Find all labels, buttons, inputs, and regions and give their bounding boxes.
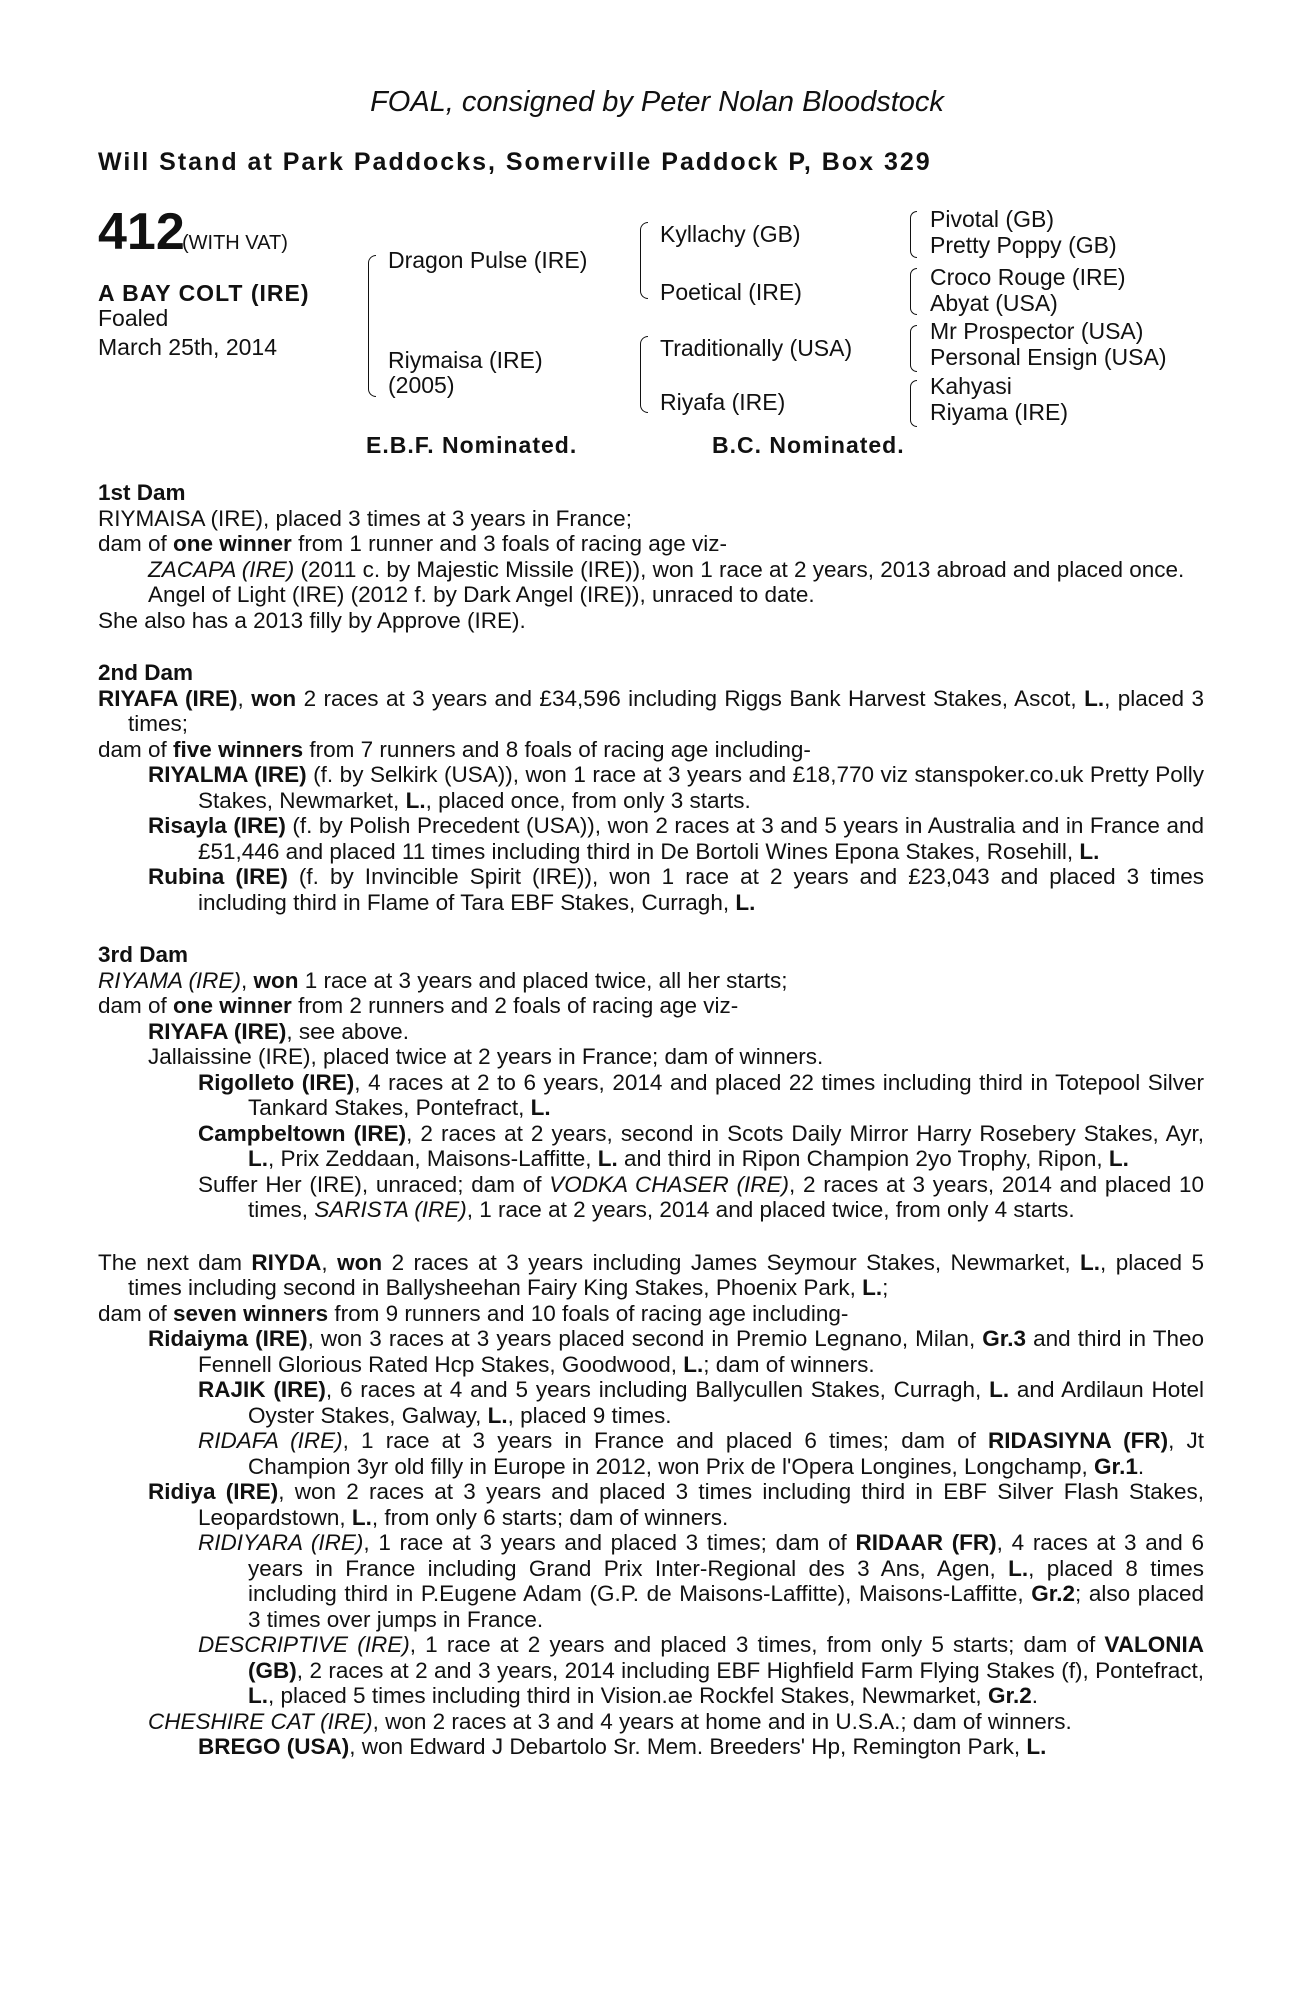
pedigree-gen3: Mr Prospector (USA) — [930, 318, 1144, 344]
pedigree-gen3: Abyat (USA) — [930, 290, 1058, 316]
produce-entry: Jallaissine (IRE), placed twice at 2 years in France; dam of winners. — [148, 1044, 824, 1069]
pedigree-brace — [368, 255, 376, 397]
produce-entry: Rigolleto (IRE), 4 races at 2 to 6 years, 2014 and placed 22 times including third in Totepool Silver Tankard Stakes, Pontefract, L. — [198, 1069, 1205, 1120]
family-notes — [98, 480, 1204, 1760]
next-dam-record: The next dam RIYDA, won 2 races at 3 years including James Seymour Stakes, Newmarket, L., placed 5 times including second in Ballysheehan Fairy King Stakes, Phoenix Park, L.; — [98, 1249, 1204, 1300]
produce-entry: BREGO (USA), won Edward J Debartolo Sr. Mem. Breeders' Hp, Remington Park, L. — [198, 1734, 1047, 1759]
produce-entry: RIYALMA (IRE) (f. by Selkirk (USA)), won 1 race at 3 years and £18,770 viz stanspoker.co.uk Pretty Polly Stakes, Newmarket, L., placed once, from only 3 starts. — [148, 762, 1204, 813]
vat-note: (WITH VAT) — [182, 232, 288, 254]
pedigree-gen3: Personal Ensign (USA) — [930, 344, 1167, 370]
third-dam-produce: dam of one winner from 2 runners and 2 foals of racing age viz- — [98, 993, 739, 1018]
produce-note: She also has a 2013 filly by Approve (IRE). — [98, 607, 526, 633]
pedigree-brace — [910, 380, 917, 427]
consignor-line: FOAL, consigned by Peter Nolan Bloodstock — [370, 86, 944, 118]
produce-entry: Angel of Light (IRE) (2012 f. by Dark Angel (IRE)), unraced to date. — [148, 582, 815, 607]
produce-entry: Ridiya (IRE), won 2 races at 3 years and placed 3 times including third in EBF Silver Flash Stakes, Leopardstown, L., from only 6 starts; dam of winners. — [148, 1479, 1204, 1530]
produce-entry: RIYAFA (IRE), see above. — [148, 1018, 409, 1044]
produce-entry: Ridaiyma (IRE), won 3 races at 3 years placed second in Premio Legnano, Milan, Gr.3 and third in Theo Fennell Glorious Rated Hcp Stakes, Goodwood, L.; dam of winners. — [148, 1326, 1204, 1377]
pedigree-dam-year: (2005) — [388, 372, 455, 398]
pedigree-sire: Dragon Pulse (IRE) — [388, 247, 588, 273]
pedigree-sire-dam: Poetical (IRE) — [660, 279, 802, 305]
lot-number: 412 — [98, 203, 185, 261]
produce-entry: Rubina (IRE) (f. by Invincible Spirit (IRE)), won 1 race at 2 years and £23,043 and placed 3 times including third in Flame of Tara EBF Stakes, Curragh, L. — [148, 864, 1205, 915]
pedigree-gen3: Croco Rouge (IRE) — [930, 264, 1126, 290]
produce-entry: Risayla (IRE) (f. by Polish Precedent (USA)), won 2 races at 3 and 5 years in Australia and in France and £51,446 and placed 11 times including third in De Bortoli Wines Epona Stakes, Rosehill, L. — [148, 813, 1204, 864]
first-dam-produce: dam of one winner from 1 runner and 3 foals of racing age viz- — [98, 531, 728, 556]
produce-entry: DESCRIPTIVE (IRE), 1 race at 2 years and placed 3 times, from only 5 starts; dam of VALONIA (GB), 2 races at 2 and 3 years, 2014 including EBF Highfield Farm Flying Stakes (f), Pontefract, L., placed 5 times including third in Vision.ae Rockfel Stakes, Newmarket, Gr.2. — [198, 1632, 1204, 1708]
pedigree-brace — [910, 268, 917, 315]
first-dam-record: RIYMAISA (IRE), placed 3 times at 3 years in France; — [98, 505, 632, 531]
bc-nominated: B.C. Nominated. — [712, 432, 905, 458]
produce-entry: ZACAPA (IRE) (2011 c. by Majestic Missile (IRE)), won 1 race at 2 years, 2013 abroad and placed once. — [148, 556, 1185, 582]
pedigree-dam: Riymaisa (IRE) — [388, 347, 543, 373]
third-dam-record: RIYAMA (IRE), won 1 race at 3 years and placed twice, all her starts; — [98, 967, 788, 993]
second-dam-record: RIYAFA (IRE), won 2 races at 3 years and £34,596 including Riggs Bank Harvest Stakes, Ascot, L., placed 3 times; — [98, 685, 1204, 736]
second-dam-heading: 2nd Dam — [98, 660, 194, 685]
pedigree-brace — [640, 336, 648, 413]
second-dam-produce: dam of five winners from 7 runners and 8 foals of racing age including- — [98, 736, 811, 762]
foaled-date: March 25th, 2014 — [98, 334, 278, 360]
pedigree-brace — [910, 211, 917, 258]
pedigree-sire-sire: Kyllachy (GB) — [660, 221, 801, 247]
pedigree-gen3: Pretty Poppy (GB) — [930, 232, 1117, 258]
produce-entry: RIDIYARA (IRE), 1 race at 3 years and placed 3 times; dam of RIDAAR (FR), 4 races at 3 and 6 years in France including Grand Prix Inter-Regional des 3 Ans, Agen, L., placed 8 times including third in P.Eugene Adam (G.P. de Maisons-Laffitte), Maisons-Laffitte, Gr.2; also placed 3 times over jumps in France. — [198, 1530, 1205, 1632]
produce-entry: RAJIK (IRE), 6 races at 4 and 5 years including Ballycullen Stakes, Curragh, L. and Ardilaun Hotel Oyster Stakes, Galway, L., placed 9 times. — [198, 1377, 1204, 1428]
first-dam-heading: 1st Dam — [98, 480, 186, 505]
produce-entry: Campbeltown (IRE), 2 races at 2 years, second in Scots Daily Mirror Harry Rosebery Stakes, Ayr, L., Prix Zeddaan, Maisons-Laffitte, L. and third in Ripon Champion 2yo Trophy, Ripon, L. — [198, 1120, 1204, 1171]
pedigree-gen3: Riyama (IRE) — [930, 399, 1069, 425]
pedigree-dam-dam: Riyafa (IRE) — [660, 389, 786, 415]
produce-entry: Suffer Her (IRE), unraced; dam of VODKA CHASER (IRE), 2 races at 3 years, 2014 and placed 10 times, SARISTA (IRE), 1 race at 2 years, 2014 and placed twice, from only 4 starts. — [198, 1171, 1205, 1222]
produce-entry: CHESHIRE CAT (IRE), won 2 races at 3 and 4 years at home and in U.S.A.; dam of winners. — [148, 1708, 1072, 1734]
pedigree-gen3: Kahyasi — [930, 373, 1012, 399]
pedigree-gen3: Pivotal (GB) — [930, 206, 1054, 232]
pedigree-dam-sire: Traditionally (USA) — [660, 335, 853, 361]
foaled-label: Foaled — [98, 305, 169, 331]
ebf-nominated: E.B.F. Nominated. — [366, 432, 578, 458]
next-dam-produce: dam of seven winners from 9 runners and 10 foals of racing age including- — [98, 1300, 849, 1326]
pedigree-brace — [640, 222, 648, 299]
produce-entry: RIDAFA (IRE), 1 race at 3 years in France and placed 6 times; dam of RIDASIYNA (FR), Jt Champion 3yr old filly in Europe in 2012, won Prix de l'Opera Longines, Longchamp, Gr.1. — [198, 1428, 1204, 1479]
stabling-line: Will Stand at Park Paddocks, Somerville Paddock P, Box 329 — [98, 148, 932, 176]
third-dam-heading: 3rd Dam — [98, 942, 189, 967]
pedigree-brace — [910, 325, 917, 372]
lot-title: A BAY COLT (IRE) — [98, 280, 310, 306]
